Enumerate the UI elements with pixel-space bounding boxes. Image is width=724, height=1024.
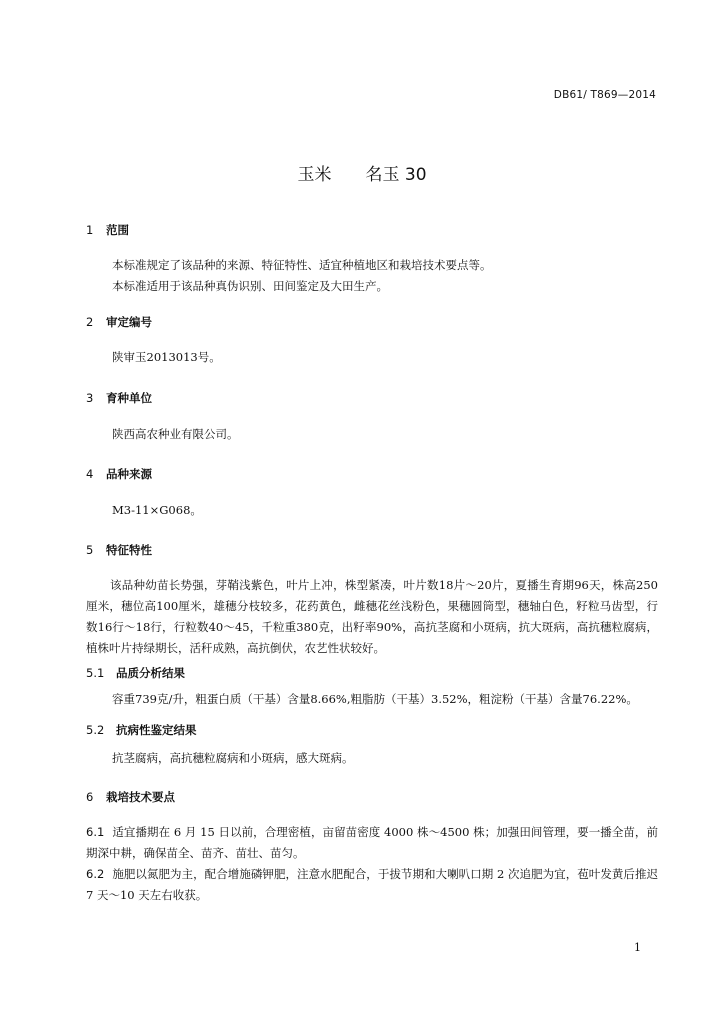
document-title (0, 160, 724, 185)
page-number: 1 (634, 941, 641, 954)
section-2-body (112, 347, 658, 368)
cultivation-item-6-2: 6.2 施肥以氮肥为主，配合增施磷钾肥，注意水肥配合，于拔节期和大喇叭口期 2 次追肥为宜，苞叶发黄后推迟 7 天～10 天左右收获。 (86, 867, 658, 902)
section-6-body (86, 822, 658, 906)
cultivation-item-6-1: 6.1 适宜播期在 6 月 15 日以前，合理密植，亩留苗密度 4000 株～4500 株；加强田间管理，要一播全苗，前期深中耕，确保苗全、苗齐、苗壮、苗匀。 (86, 825, 658, 860)
disease-resistance-results: 抗茎腐病，高抗穗粒腐病和小斑病，感大斑病。 (112, 751, 354, 765)
section-heading-6: 6 栽培技术要点 (86, 790, 175, 804)
section-1-line-2: 本标准适用于该品种真伪识别、田间鉴定及大田生产。 (112, 279, 388, 293)
section-heading-5-2: 5.2 抗病性鉴定结果 (86, 723, 197, 737)
quality-results: 容重739克/升，粗蛋白质（干基）含量8.66%,粗脂肪（干基）3.52%，粗淀粉（干基）含量76.22%。 (112, 692, 638, 706)
section-1-line-1: 本标准规定了该品种的来源、特征特性、适宜种植地区和栽培技术要点等。 (112, 258, 492, 272)
section-heading-5-1: 5.1 品质分析结果 (86, 666, 185, 680)
section-1-body (112, 255, 658, 297)
section-heading-2: 2 审定编号 (86, 315, 152, 329)
variety-source: M3-11×G068。 (112, 503, 202, 517)
section-4-body (112, 500, 658, 521)
section-5-2-body (112, 748, 658, 769)
characteristics-paragraph: 该品种幼苗长势强，芽鞘浅紫色，叶片上冲，株型紧凑，叶片数18片～20片，夏播生育期96天，株高250厘米，穗位高100厘米，雄穗分枝较多，花药黄色，雌穗花丝浅粉色，果穗圆筒型，穗轴白色，籽粒马齿型，行数16行～18行，行粒数40～45，千粒重380克，出籽率90%，高抗茎腐和小斑病，抗大斑病，高抗穗粒腐病，植株叶片持绿期长，活秆成熟，高抗倒伏，农艺性状较好。 (86, 578, 658, 655)
title-variety: 名玉 30 (365, 165, 427, 185)
section-5-1-body (112, 689, 658, 710)
approval-number: 陕审玉2013013号。 (112, 350, 221, 364)
standard-code: DB61/ T869—2014 (553, 89, 656, 101)
section-3-body (112, 424, 658, 445)
title-crop: 玉米 (297, 165, 332, 185)
section-heading-1: 1 范围 (86, 223, 129, 237)
section-heading-4: 4 品种来源 (86, 467, 152, 481)
section-heading-5: 5 特征特性 (86, 543, 152, 557)
section-heading-3: 3 育种单位 (86, 391, 152, 405)
breeding-unit: 陕西高农种业有限公司。 (112, 427, 239, 441)
section-5-body (86, 575, 658, 659)
